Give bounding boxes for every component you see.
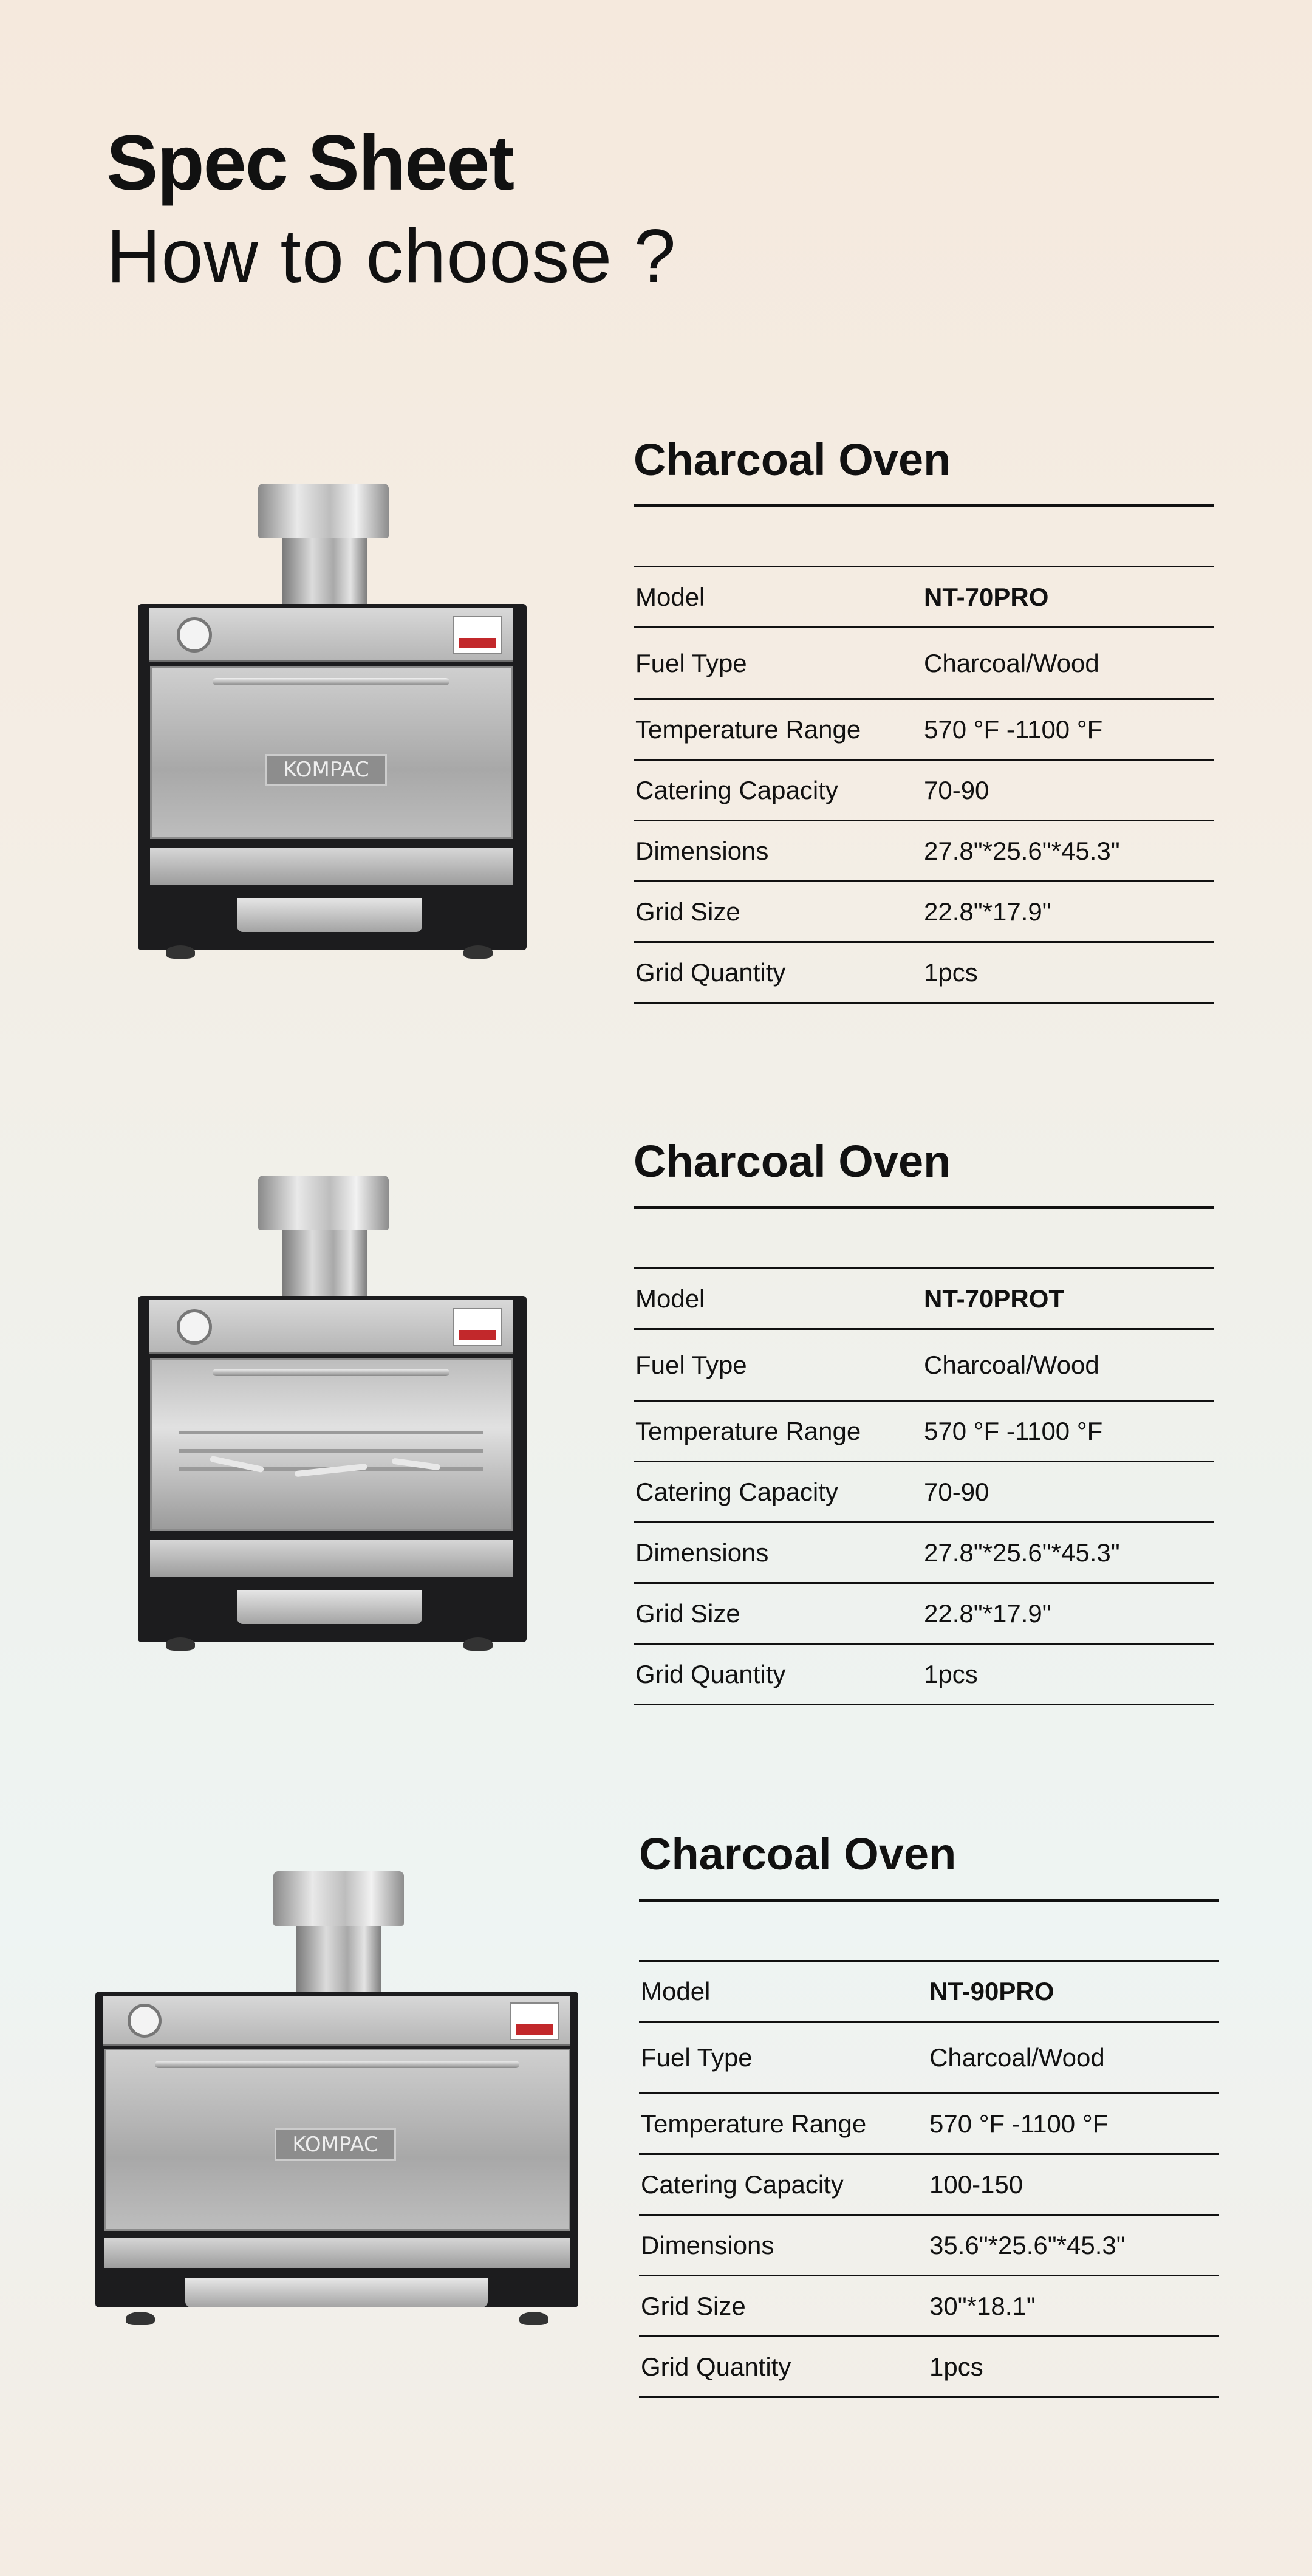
spec-label: Fuel Type [641, 2043, 753, 2072]
spec-label: Model [635, 1284, 705, 1313]
spec-row-dimensions [634, 821, 1214, 882]
spec-row-model [639, 1962, 1219, 2023]
spec-label: Temperature Range [635, 1416, 861, 1445]
spec-row-grid-quantity [634, 1645, 1214, 1705]
spec-table [639, 1960, 1219, 2398]
spec-label: Grid Size [641, 2291, 746, 2320]
spec-label: Dimensions [641, 2230, 774, 2259]
spec-row-fuel-type [634, 628, 1214, 700]
page-title: Spec Sheet [106, 120, 514, 207]
spec-value: 1pcs [924, 957, 978, 987]
spec-label: Grid Size [635, 897, 740, 926]
spec-label: Model [641, 1976, 711, 2006]
spec-row-model [634, 1269, 1214, 1330]
oven-image [137, 1176, 525, 1656]
spec-value: 70-90 [924, 1477, 989, 1506]
kompac-logo: KOMPAC [275, 2128, 396, 2161]
spec-value: NT-70PRO [924, 582, 1049, 611]
spec-value: 1pcs [924, 1659, 978, 1688]
spec-value: 70-90 [924, 775, 989, 804]
spec-value: 22.8"*17.9" [924, 897, 1051, 926]
spec-label: Grid Size [635, 1598, 740, 1628]
spec-label: Fuel Type [635, 648, 747, 677]
spec-row-temperature-range [634, 1402, 1214, 1462]
product-section-nt-70pro [0, 425, 1312, 1033]
spec-value: 100-150 [929, 2170, 1023, 2199]
title-divider [634, 1206, 1214, 1209]
spec-label: Temperature Range [641, 2109, 867, 2138]
oven-image [94, 1871, 580, 2333]
spec-panel [639, 1820, 1219, 2398]
spec-value: 570 °F -1100 °F [924, 1416, 1103, 1445]
spec-row-catering-capacity [634, 761, 1214, 821]
spec-label: Dimensions [635, 836, 769, 865]
spec-row-grid-size [634, 1584, 1214, 1645]
page-subtitle: How to choose ? [106, 214, 677, 298]
spec-row-temperature-range [639, 2094, 1219, 2155]
title-divider [639, 1899, 1219, 1902]
spec-value: Charcoal/Wood [924, 1350, 1099, 1379]
spec-label: Catering Capacity [635, 775, 838, 804]
spec-row-dimensions [639, 2216, 1219, 2276]
spec-value: 570 °F -1100 °F [929, 2109, 1109, 2138]
product-title: Charcoal Oven [634, 434, 951, 485]
spec-label: Temperature Range [635, 714, 861, 744]
spec-label: Model [635, 582, 705, 611]
spec-label: Grid Quantity [635, 957, 786, 987]
spec-panel [634, 425, 1214, 1004]
spec-row-fuel-type [634, 1330, 1214, 1402]
product-title: Charcoal Oven [639, 1829, 957, 1879]
spec-value: 27.8"*25.6"*45.3" [924, 1538, 1120, 1567]
spec-value: 22.8"*17.9" [924, 1598, 1051, 1628]
product-section-nt-90pro [0, 1820, 1312, 2427]
spec-table [634, 1267, 1214, 1705]
spec-label: Grid Quantity [641, 2352, 791, 2381]
spec-row-model [634, 567, 1214, 628]
spec-label: Catering Capacity [641, 2170, 844, 2199]
spec-row-grid-quantity [639, 2337, 1219, 2398]
spec-row-dimensions [634, 1523, 1214, 1584]
spec-panel [634, 1127, 1214, 1705]
spec-value: 35.6"*25.6"*45.3" [929, 2230, 1126, 2259]
spec-label: Dimensions [635, 1538, 769, 1567]
product-section-nt-70prot [0, 1127, 1312, 1735]
spec-row-catering-capacity [639, 2155, 1219, 2216]
oven-image [137, 484, 525, 964]
spec-label: Fuel Type [635, 1350, 747, 1379]
spec-row-fuel-type [639, 2023, 1219, 2094]
spec-value: NT-70PROT [924, 1284, 1065, 1313]
spec-row-temperature-range [634, 700, 1214, 761]
title-divider [634, 504, 1214, 507]
spec-value: Charcoal/Wood [924, 648, 1099, 677]
spec-value: 570 °F -1100 °F [924, 714, 1103, 744]
spec-value: NT-90PRO [929, 1976, 1054, 2006]
spec-label: Grid Quantity [635, 1659, 786, 1688]
spec-row-grid-quantity [634, 943, 1214, 1004]
kompac-logo: KOMPAC [265, 754, 387, 786]
spec-table [634, 566, 1214, 1004]
spec-row-grid-size [639, 2276, 1219, 2337]
spec-row-grid-size [634, 882, 1214, 943]
spec-value: 1pcs [929, 2352, 983, 2381]
spec-label: Catering Capacity [635, 1477, 838, 1506]
spec-value: Charcoal/Wood [929, 2043, 1105, 2072]
spec-value: 30"*18.1" [929, 2291, 1036, 2320]
spec-row-catering-capacity [634, 1462, 1214, 1523]
product-title: Charcoal Oven [634, 1136, 951, 1187]
spec-value: 27.8"*25.6"*45.3" [924, 836, 1120, 865]
